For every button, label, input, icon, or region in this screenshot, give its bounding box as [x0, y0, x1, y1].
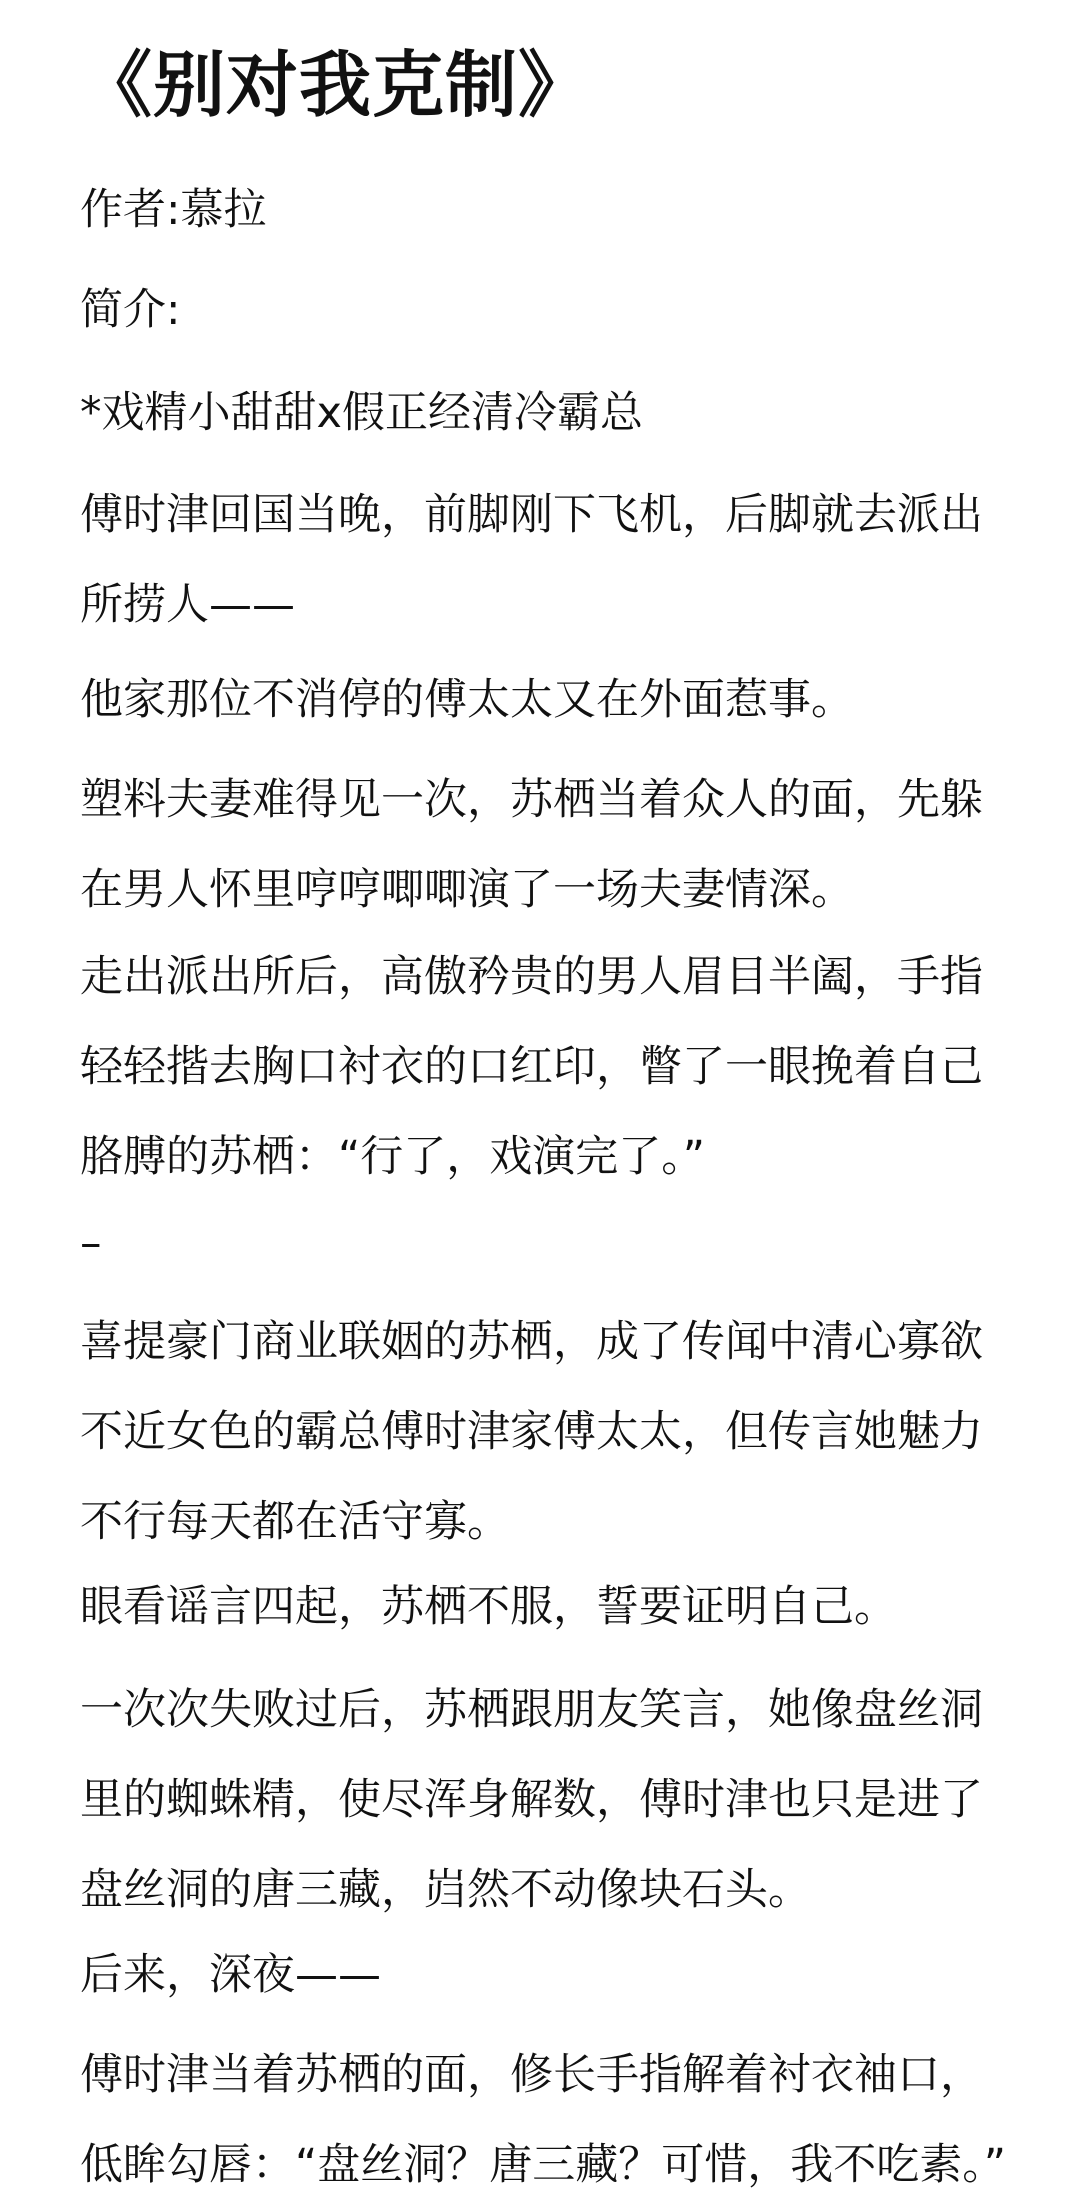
paragraph-line: 眼看谣言四起，苏栖不服，誓要证明自己。: [80, 1582, 897, 1632]
intro-label: 简介:: [80, 285, 181, 335]
paragraph-line: 傅时津回国当晚，前脚刚下飞机，后脚就去派出: [80, 490, 983, 540]
paragraph-3: [80, 655, 1020, 745]
paragraph-line: 一次次失败过后，苏栖跟朋友笑言，她像盘丝洞: [80, 1685, 983, 1735]
paragraph-8: [80, 1665, 1020, 1935]
book-title: 《别对我克制》: [80, 43, 592, 127]
paragraph-line: 低眸勾唇：“盘丝洞？唐三藏？可惜，我不吃素。”: [80, 2140, 1007, 2190]
paragraph-line: –: [80, 1218, 102, 1268]
paragraph-line: 轻轻揩去胸口衬衣的口红印，瞥了一眼挽着自己: [80, 1042, 983, 1092]
paragraph-line: 胳膊的苏栖：“行了，戏演完了。”: [80, 1132, 706, 1182]
author-line: 作者:慕拉: [80, 185, 267, 235]
paragraph-line: 盘丝洞的唐三藏，岿然不动像块石头。: [80, 1865, 811, 1915]
paragraph-line: *戏精小甜甜x假正经清冷霸总: [80, 388, 643, 438]
paragraph-2: [80, 470, 1020, 650]
paragraph-6: [80, 1297, 1020, 1567]
paragraph-9: [80, 1930, 1020, 2020]
paragraph-1: [80, 368, 1020, 458]
paragraph-4: [80, 755, 1020, 935]
paragraph-line: 所捞人——: [80, 580, 295, 630]
paragraph-line: 塑料夫妻难得见一次，苏栖当着众人的面，先躲: [80, 775, 983, 825]
paragraph-line: 不近女色的霸总傅时津家傅太太，但传言她魅力: [80, 1407, 983, 1457]
paragraph-line: 里的蜘蛛精，使尽浑身解数，傅时津也只是进了: [80, 1775, 983, 1825]
paragraph-7: [80, 1562, 1020, 1652]
paragraph-line: 他家那位不消停的傅太太又在外面惹事。: [80, 675, 854, 725]
paragraph-line: 喜提豪门商业联姻的苏栖，成了传闻中清心寡欲: [80, 1317, 983, 1367]
section-divider: [80, 1198, 1020, 1288]
paragraph-10: [80, 2030, 1020, 2210]
paragraph-5: [80, 932, 1020, 1202]
paragraph-line: 在男人怀里哼哼唧唧演了一场夫妻情深。: [80, 865, 854, 915]
paragraph-line: 傅时津当着苏栖的面，修长手指解着衬衣袖口，: [80, 2050, 983, 2100]
paragraph-line: 走出派出所后，高傲矜贵的男人眉目半阖，手指: [80, 952, 983, 1002]
paragraph-line: 不行每天都在活守寡。: [80, 1497, 510, 1547]
paragraph-line: 后来，深夜——: [80, 1950, 381, 2000]
